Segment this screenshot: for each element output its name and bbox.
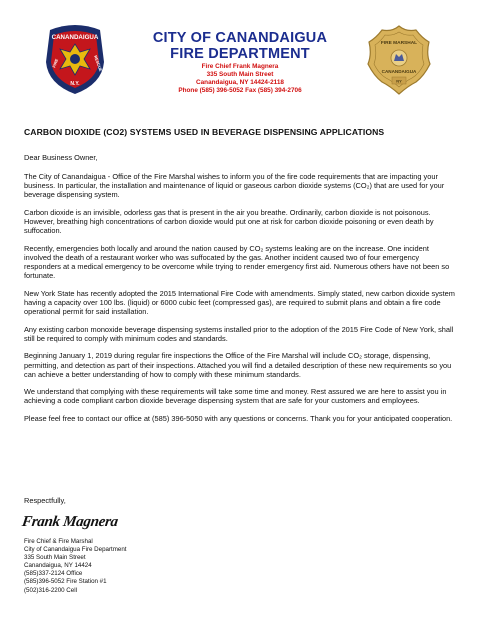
patch-left-text: FIRE xyxy=(51,58,60,69)
street-line: 335 South Main Street xyxy=(206,71,274,78)
signature-block xyxy=(24,538,127,595)
paragraph-8: Please feel free to contact our office at (585) 396-5050 with any questions or concerns. Thank you for your anticipated cooperation. xyxy=(24,414,453,424)
signature-cell-phone: (502)316-2200 Cell xyxy=(24,586,77,594)
badge-center-text: CANANDAIGUA xyxy=(381,69,417,74)
paragraph-7: We understand that complying with these requirements will take some time and money. Rest assured we are here to assist you in achieving a code compliant carbon dioxide beverage dispensing system that are safe for your customers and employees. xyxy=(24,387,447,406)
signature-station-phone: (585)396-5052 Fire Station #1 xyxy=(24,578,107,586)
salutation: Dear Business Owner, xyxy=(24,153,98,162)
fire-department-patch-logo xyxy=(44,22,106,96)
patch-top-text: CANANDAIGUA xyxy=(51,34,99,41)
signature-city: Canandaigua, NY 14424 xyxy=(24,562,92,570)
paragraph-2: Carbon dioxide is an invisible, odorless gas that is present in the air you breathe. Ordinarily, carbon dioxide is not poisonous. However, breathing high concentrations of carbon dioxide would put one at risk for carbon dioxide poisoning or even death by suffocation. xyxy=(24,207,434,236)
paragraph-4: New York State has recently adopted the 2015 International Fire Code with amendments. Simply stated, new carbon dioxide system having a capacity over 100 lbs. (liquid) or 6000 cubic feet (compressed gas), are required to submit plans and obtain a fire code operational permit for said installation. xyxy=(24,288,455,316)
signature: Frank Magnera xyxy=(20,514,119,530)
closing: Respectfully, xyxy=(24,496,66,505)
patch-bottom-text: N.Y. xyxy=(70,81,80,87)
phone-line: Phone (585) 396-5052 Fax (585) 394-2706 xyxy=(178,87,302,94)
fire-marshal-badge-logo xyxy=(366,24,432,96)
org-name: CITY OF CANANDAIGUA xyxy=(152,30,328,46)
signature-street: 335 South Main Street xyxy=(24,554,86,562)
badge-bottom-text: NY xyxy=(396,78,402,84)
city-line: Canandaigua, NY 14424-2118 xyxy=(196,79,284,86)
paragraph-3: Recently, emergencies both locally and around the nation caused by CO₂ systems leaking are on the increase. One incident involved the death of a restaurant worker who was suffocated by the gas. Another incident caused two of four emergency responders at a medical emergency to be overcome while trying to render emergency first aid. Numerous others have not been so fortunate. xyxy=(24,243,450,281)
cross-center xyxy=(70,54,80,64)
badge-top-text: FIRE MARSHAL xyxy=(380,41,418,46)
signature-org: City of Canandaigua Fire Department xyxy=(24,546,127,554)
paragraph-6: Beginning January 1, 2019 during regular fire inspections the Office of the Fire Marshal will include CO₂ storage, dispensing, permitting, and detection as part of their inspections. Attached you will find a detailed description of these new requirements so you can achieve a better understanding of how to comply with these minimum standards. xyxy=(24,351,452,379)
letter-title: CARBON DIOXIDE (CO2) SYSTEMS USED IN BEVERAGE DISPENSING APPLICATIONS xyxy=(24,127,385,137)
signature-title: Fire Chief & Fire Marshal xyxy=(24,538,93,545)
patch-right-text: RESCUE xyxy=(93,54,104,73)
paragraph-1: The City of Canandaigua - Office of the Fire Marshal wishes to inform you of the fire code requirements that are impacting your business. In particular, the installation and maintenance of liquid or gaseous carbon dioxide systems (CO₂) that are used for your beverage dispensing system. xyxy=(24,172,445,200)
chief-line: Fire Chief Frank Magnera xyxy=(201,63,279,70)
dept-name: FIRE DEPARTMENT xyxy=(170,46,310,62)
paragraph-5: Any existing carbon monoxide beverage dispensing systems installed prior to the adoption of the 2015 Fire Code of New York, shall still be required to comply with minimum codes and standards. xyxy=(24,324,454,343)
letterhead xyxy=(120,30,360,95)
signature-office-phone: (585)337-2124 Office xyxy=(24,570,83,578)
letter-body xyxy=(24,153,456,432)
